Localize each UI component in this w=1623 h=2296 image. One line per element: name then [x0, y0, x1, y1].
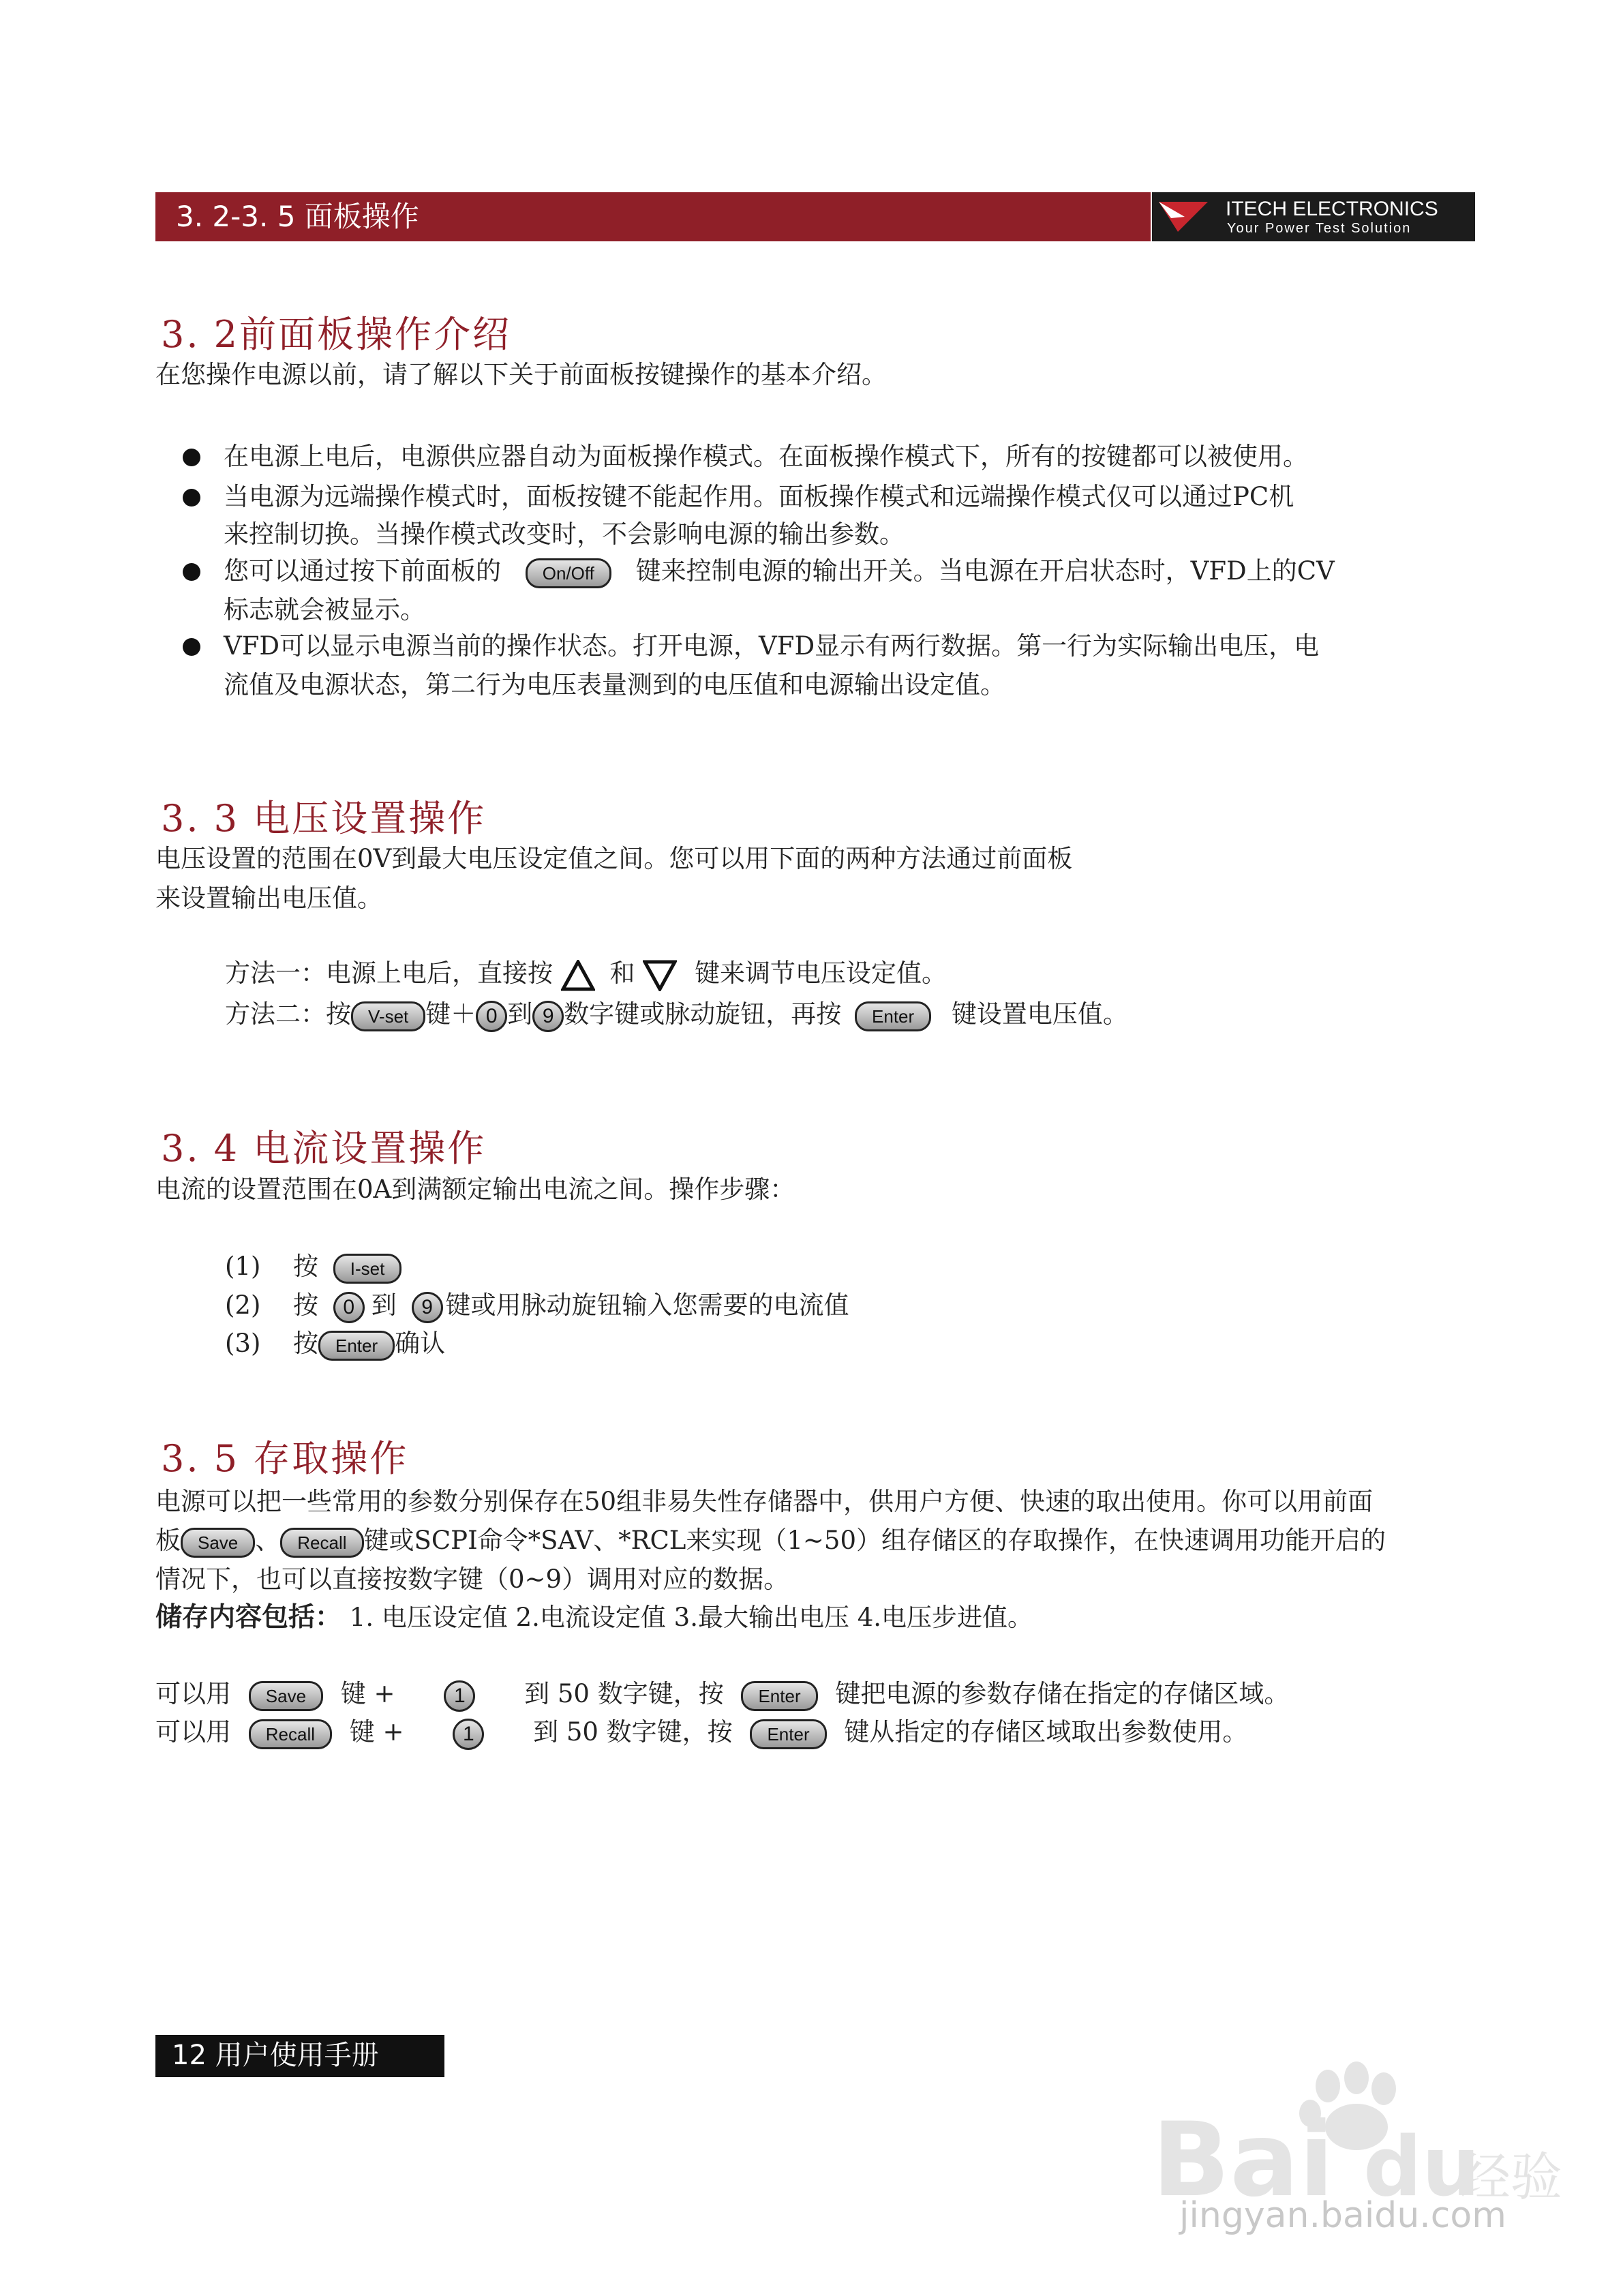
method-2-to: 到 [507, 999, 533, 1029]
voltage-text-1: 电压设置的范围在0V到最大电压设定值之间。您可以用下面的两种方法通过前面板 [155, 844, 1073, 873]
method-1-post: 键来调节电压设定值。 [695, 958, 947, 988]
recall-key-icon: Recall [280, 1528, 363, 1558]
save-row-pre: 可以用 [155, 1679, 231, 1708]
method-2-post: 键设置电压值。 [951, 999, 1128, 1029]
bullet-3-line-1 [224, 554, 1335, 588]
step-3 [225, 1327, 445, 1361]
digit-1-key-icon: 1 [453, 1719, 484, 1750]
watermark-url: jingyan.baidu.com [1179, 2195, 1506, 2236]
step-3-post: 确认 [395, 1329, 446, 1358]
digit-0-key-icon: 0 [476, 1001, 507, 1032]
step-2-pre: 按 [293, 1290, 318, 1320]
bullet-4-line-1: VFD可以显示电源当前的操作状态。打开电源，VFD显示有两行数据。第一行为实际输出电压，电 [224, 631, 1320, 661]
method-2 [225, 997, 1128, 1032]
step-2 [225, 1288, 849, 1323]
storage-text-2-post: 键或SCPI命令*SAV、*RCL来实现（1~50）组存储区的存取操作，在快速调用功能开启的 [363, 1526, 1386, 1555]
method-2-pre: 方法二：按 [225, 999, 351, 1029]
enter-key-icon: Enter [855, 1001, 931, 1031]
method-1-pre: 方法一：电源上电后，直接按 [225, 958, 553, 988]
digit-9-key-icon: 9 [412, 1292, 443, 1323]
bullet-icon [183, 449, 200, 466]
method-1 [225, 956, 947, 991]
heading-3-3: 3. 3 电压设置操作 [161, 797, 487, 840]
down-arrow-key-icon [643, 960, 677, 991]
logo-tagline: Your Power Test Solution [1227, 221, 1412, 236]
save-row [155, 1677, 1289, 1712]
method-2-mid-1: 键＋ [425, 999, 476, 1029]
recall-row-mid: 键 + [349, 1717, 404, 1747]
enter-key-icon: Enter [750, 1719, 826, 1749]
digit-0-key-icon: 0 [333, 1292, 365, 1323]
i-set-key-icon: I-set [333, 1254, 402, 1284]
v-set-key-icon: V-set [351, 1001, 425, 1031]
bullet-3-line-2: 标志就会被显示。 [224, 595, 425, 624]
intro-text: 在您操作电源以前，请了解以下关于前面板按键操作的基本介绍。 [155, 360, 887, 389]
recall-row-post: 到 50 数字键，按 [533, 1717, 733, 1747]
bullet-4-line-2: 流值及电源状态，第二行为电压表量测到的电压值和电源输出设定值。 [224, 670, 1005, 699]
bullet-3-pre: 您可以通过按下前面板的 [224, 556, 501, 586]
recall-row-pre: 可以用 [155, 1717, 231, 1747]
bullet-icon [183, 638, 200, 656]
save-key-icon: Save [249, 1681, 323, 1711]
storage-text-1: 电源可以把一些常用的参数分别保存在50组非易失性存储器中，供用户方便、快速的取出使用。你可以用前面 [155, 1487, 1374, 1516]
section-title: 3. 2-3. 5 面板操作 [176, 200, 419, 233]
itech-logo-icon [1157, 199, 1209, 235]
storage-contents-list: 1. 电压设定值 2.电流设定值 3.最大输出电压 4.电压步进值。 [349, 1603, 1033, 1632]
itech-logo [1152, 192, 1475, 241]
step-1-pre: 按 [293, 1252, 318, 1281]
enter-key-icon: Enter [318, 1331, 395, 1361]
bullet-3-post: 键来控制电源的输出开关。当电源在开启状态时，VFD上的CV [635, 556, 1335, 586]
save-row-post: 到 50 数字键，按 [524, 1679, 724, 1708]
bullet-1-text: 在电源上电后，电源供应器自动为面板操作模式。在面板操作模式下，所有的按键都可以被使用。 [224, 442, 1308, 471]
page-footer: 12 用户使用手册 [172, 2040, 379, 2071]
step-2-post: 键或用脉动旋钮输入您需要的电流值 [445, 1290, 849, 1320]
heading-3-4: 3. 4 电流设置操作 [161, 1127, 487, 1170]
step-1 [225, 1250, 401, 1284]
save-row-end: 键把电源的参数存储在指定的存储区域。 [835, 1679, 1290, 1708]
heading-3-2: 3. 2前面板操作介绍 [161, 313, 512, 356]
method-1-and: 和 [609, 958, 635, 988]
step-3-number: (3) [225, 1329, 261, 1358]
recall-key-icon: Recall [249, 1719, 332, 1749]
digit-1-key-icon: 1 [444, 1680, 475, 1712]
step-3-pre: 按 [293, 1329, 318, 1358]
bullet-2-line-2: 来控制切换。当操作模式改变时，不会影响电源的输出参数。 [224, 519, 905, 549]
bullet-icon [183, 489, 200, 507]
on-off-key-icon: On/Off [526, 558, 611, 588]
step-2-to: 到 [371, 1290, 397, 1320]
storage-text-2 [155, 1524, 1386, 1558]
step-2-number: (2) [225, 1290, 261, 1320]
enter-key-icon: Enter [741, 1681, 817, 1711]
bullet-icon [183, 563, 200, 581]
watermark-brand-2: du [1363, 2120, 1481, 2215]
heading-3-5: 3. 5 存取操作 [161, 1437, 409, 1480]
watermark-brand: Bai [1152, 2101, 1334, 2220]
storage-text-2-pre: 板 [155, 1526, 181, 1555]
current-text: 电流的设置范围在0A到满额定输出电流之间。操作步骤： [155, 1175, 795, 1204]
step-1-number: (1) [225, 1252, 261, 1281]
watermark-brand-cn: 经验 [1459, 2147, 1562, 2207]
method-2-mid-2: 数字键或脉动旋钮，再按 [564, 999, 842, 1029]
digit-9-key-icon: 9 [532, 1001, 564, 1032]
save-row-mid: 键 + [340, 1679, 395, 1708]
save-key-icon: Save [181, 1528, 255, 1558]
storage-text-2-sep: 、 [255, 1526, 281, 1555]
recall-row [155, 1715, 1247, 1750]
bullet-2-line-1: 当电源为远端操作模式时，面板按键不能起作用。面板操作模式和远端操作模式仅可以通过PC机 [224, 482, 1294, 511]
storage-text-3: 情况下，也可以直接按数字键（0~9）调用对应的数据。 [155, 1565, 789, 1594]
logo-name: ITECH ELECTRONICS [1226, 198, 1438, 220]
storage-contents [155, 1601, 1033, 1635]
recall-row-end: 键从指定的存储区域取出参数使用。 [844, 1717, 1248, 1747]
up-arrow-key-icon [561, 960, 595, 991]
storage-contents-label: 储存内容包括： [155, 1602, 342, 1633]
voltage-text-2: 来设置输出电压值。 [155, 883, 382, 913]
